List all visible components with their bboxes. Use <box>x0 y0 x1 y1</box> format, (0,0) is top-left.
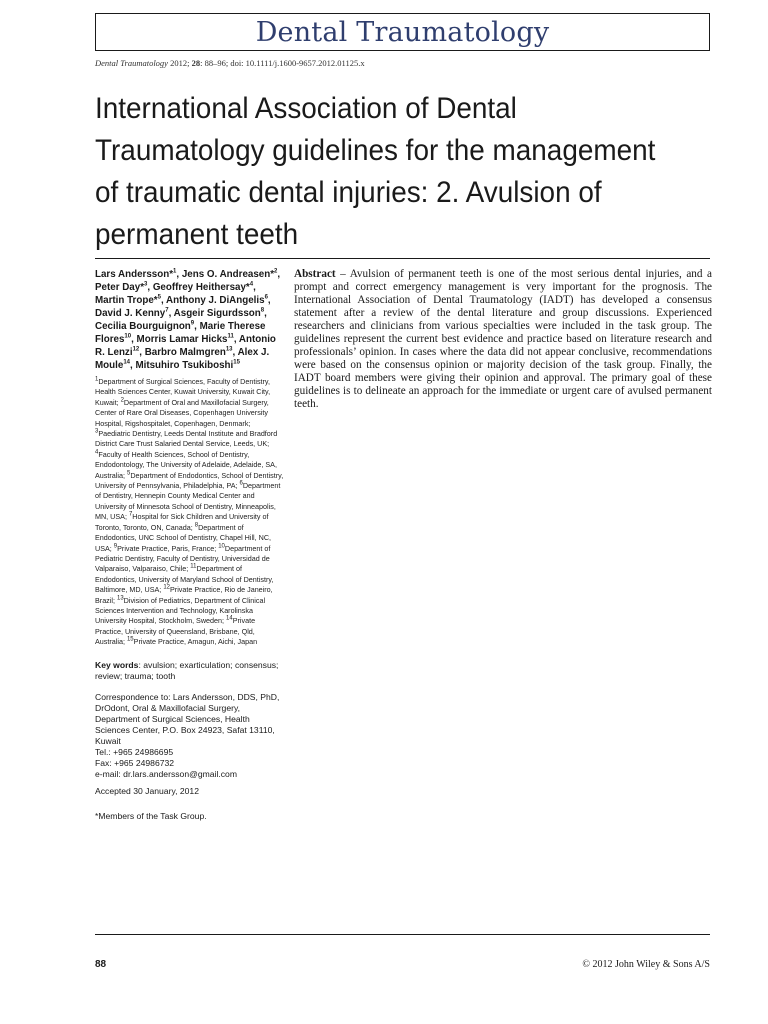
affiliation-mark: 11 <box>190 563 197 570</box>
affiliation-text: Paediatric Dentistry, Leeds Dental Institute and Bradford District Care Trust Salaried Dental Service, Leeds, UK; <box>95 429 278 449</box>
affiliation-text: Faculty of Health Sciences, School of Dentistry, Endodontology, The University of Adelaide, Adelaide, SA, Australia; <box>95 449 277 480</box>
affiliation-mark: 10 <box>218 543 225 550</box>
author-affiliation-mark: 2 <box>274 268 278 275</box>
journal-header-box <box>95 13 710 51</box>
author-name: Martin Trope* <box>95 295 158 306</box>
author-name: Anthony J. DiAngelis <box>166 295 265 306</box>
citation-volume: 28 <box>191 58 201 68</box>
affiliation-text: Department of Oral and Maxillofacial Surgery, Center of Rare Oral Diseases, Copenhagen University Hospital, Rigshospitalet, Copenhagen, Denmark; <box>95 397 269 428</box>
footer-divider <box>95 934 710 935</box>
affiliation-mark: 15 <box>126 636 134 643</box>
citation-line <box>95 58 365 68</box>
affiliation-text: Division of Pediatrics, Department of Clinical Sciences Intervention and Technology, Karolinska University Hospital, Stockholm, Sweden; <box>95 595 266 626</box>
abstract <box>294 268 712 411</box>
correspondence-email[interactable]: e-mail: dr.lars.andersson@gmail.com <box>95 768 237 779</box>
title-divider <box>95 258 710 259</box>
author-name: Mitsuhiro Tsukiboshi <box>135 360 234 371</box>
affiliation-text: Department of Endodontics, UNC School of Dentistry, Chapel Hill, NC, USA; <box>95 522 272 553</box>
author-name: Geoffrey Heithersay* <box>152 282 250 293</box>
keywords-label: Key words <box>95 659 139 670</box>
journal-name: Dental Traumatology <box>255 16 550 48</box>
affiliation-text: Private Practice, Amagun, Aichi, Japan <box>133 637 258 647</box>
affiliation-mark: 8 <box>194 522 199 529</box>
affiliation-mark: 13 <box>116 595 124 602</box>
author-affiliation-mark: 12 <box>132 346 140 353</box>
affiliation-text: Department of Surgical Sciences, Faculty of Dentistry, Health Sciences Center, Kuwait University, Kuwait City, Kuwait; <box>95 377 271 407</box>
author-name: Lars Andersson* <box>95 269 174 280</box>
author-affiliation-mark: 9 <box>190 320 195 327</box>
page-number: 88 <box>95 959 107 970</box>
author-name: Peter Day* <box>95 282 145 293</box>
author-affiliation-mark: 7 <box>165 307 169 314</box>
author-affiliation-mark: 4 <box>249 281 254 288</box>
left-column <box>95 268 285 822</box>
members-note: *Members of the Task Group. <box>95 810 207 821</box>
affiliation-text: Department of Endodontics, School of Dentistry, University of Pennsylvania, Philadelphia, PA; <box>95 470 284 491</box>
author-affiliation-mark: 13 <box>225 346 233 353</box>
affiliation-text: Private Practice, Rio de Janeiro, Brazil; <box>95 585 273 605</box>
affiliation-text: Department of Endodontics, University of Maryland School of Dentistry, Baltimore, MD, USA; <box>95 564 274 595</box>
author-affiliation-mark: 8 <box>260 307 265 314</box>
correspondence-tel: Tel.: +965 24986695 <box>95 746 174 757</box>
affiliation-mark: 9 <box>113 543 118 550</box>
affiliation-mark: 5 <box>126 470 131 477</box>
affiliation-mark: 2 <box>120 397 124 404</box>
copyright: © 2012 John Wiley & Sons A/S <box>582 959 710 970</box>
author-affiliation-mark: 15 <box>233 359 240 366</box>
article-title: International Association of Dental Traumatology guidelines for the management of traumatic dental injuries: 2. Avulsion of permanent teeth <box>95 92 656 251</box>
abstract-text: – Avulsion of permanent teeth is one of the most serious dental injuries, and a prompt and correct emergency management is very important for the prognosis. The International Association of Dental Traumatology (IADT) has developed a consensus statement after a review of the dental literature and group discussions. Experienced researchers and clinicians from various specialties were included in the task group. The guidelines represent the current best evidence and practice based on literature research and professionals’ opinion. In cases where the data did not appear conclusive, recommendations were based on the consensus opinion or majority decision of the task group. Finally, the IADT board members were giving their opinion and approval. The primary goal of these guidelines is to delineate an approach for the immediate or urgent care of avulsed permanent teeth. <box>294 268 712 410</box>
author-name: Barbro Malmgren <box>144 347 226 358</box>
author-name: Marie Therese Flores <box>95 321 266 345</box>
author-name: David J. Kenny <box>95 308 166 319</box>
author-name: Alex J. Moule <box>95 347 270 371</box>
citation-rest: : 88–96; doi: 10.1111/j.1600-9657.2012.01125.x <box>200 58 365 68</box>
keywords-text: : avulsion; exarticulation; consensus; review; trauma; tooth <box>95 659 279 681</box>
affiliation-text: Department of Dentistry, Hennepin County Medical Center and University of Minnesota School of Dentistry, Minneapolis, MN, USA; <box>95 481 281 522</box>
affiliation-mark: 7 <box>128 511 133 518</box>
author-name: Asgeir Sigurdsson <box>173 308 261 319</box>
accepted-date: Accepted 30 January, 2012 <box>95 785 199 796</box>
author-affiliation-mark: 1 <box>173 268 177 275</box>
affiliation-list <box>95 377 285 648</box>
author-name: Jens O. Andreasen* <box>181 269 275 280</box>
author-affiliation-mark: 11 <box>227 333 234 340</box>
correspondence-block <box>95 692 285 780</box>
affiliation-text: Hospital for Sick Children and University of Toronto, Toronto, ON, Canada; <box>95 512 269 532</box>
correspondence-fax: Fax: +965 24986732 <box>95 757 175 768</box>
author-affiliation-mark: 5 <box>157 294 161 301</box>
author-affiliation-mark: 6 <box>264 294 268 301</box>
author-affiliation-mark: 10 <box>124 333 132 340</box>
affiliation-mark: 12 <box>163 584 170 591</box>
affiliation-text: Private Practice, University of Queensland, Brisbane, Qld, Australia; <box>95 616 256 647</box>
affiliation-mark: 1 <box>95 376 99 383</box>
citation-year: 2012; <box>170 58 190 68</box>
affiliation-text: Department of Pediatric Dentistry, Faculty of Dentistry, Universidad de Valparaiso, Valparaiso, Chile; <box>95 543 271 574</box>
correspondence-address: Correspondence to: Lars Andersson, DDS, PhD, DrOdont, Oral & Maxillofacial Surgery, Department of Surgical Sciences, Health Sciences Center, P.O. Box 24923, Safat 13110, Kuwait <box>95 691 280 746</box>
citation-journal: Dental Traumatology <box>95 58 168 68</box>
affiliation-mark: 14 <box>226 615 233 622</box>
affiliation-mark: 6 <box>239 480 243 487</box>
affiliation-mark: 3 <box>95 428 99 435</box>
keywords <box>95 660 285 682</box>
author-affiliation-mark: 3 <box>144 281 148 288</box>
author-affiliation-mark: 14 <box>123 359 130 366</box>
affiliation-mark: 4 <box>95 449 99 456</box>
author-list: Lars Andersson*$^1$, Jens O. Andreasen*$^2$, Peter Day*$^3$, Geoffrey Heithersay*$^4$, Martin Trope*$^5$, Anthony J. DiAngelis$^6$, David J. Kenny$^7$, Asgeir Sigurdsson$^8$, Cecilia Bourguignon$^9$, Marie Therese Flores$^{10}$, Morris Lamar Hicks$^{11}$, Antonio R. Lenzi$^{12}$, Barbro Malmgren$^{13}$, Alex J. Moule$^{14}$, Mitsuhiro Tsukiboshi$^{15}$ <box>95 268 281 371</box>
abstract-label: Abstract <box>294 268 336 280</box>
author-name: Antonio R. Lenzi <box>95 334 276 358</box>
affiliation-text: Private Practice, Paris, France; <box>117 543 217 553</box>
author-name: Cecilia Bourguignon <box>95 321 191 332</box>
author-name: Morris Lamar Hicks <box>136 334 228 345</box>
